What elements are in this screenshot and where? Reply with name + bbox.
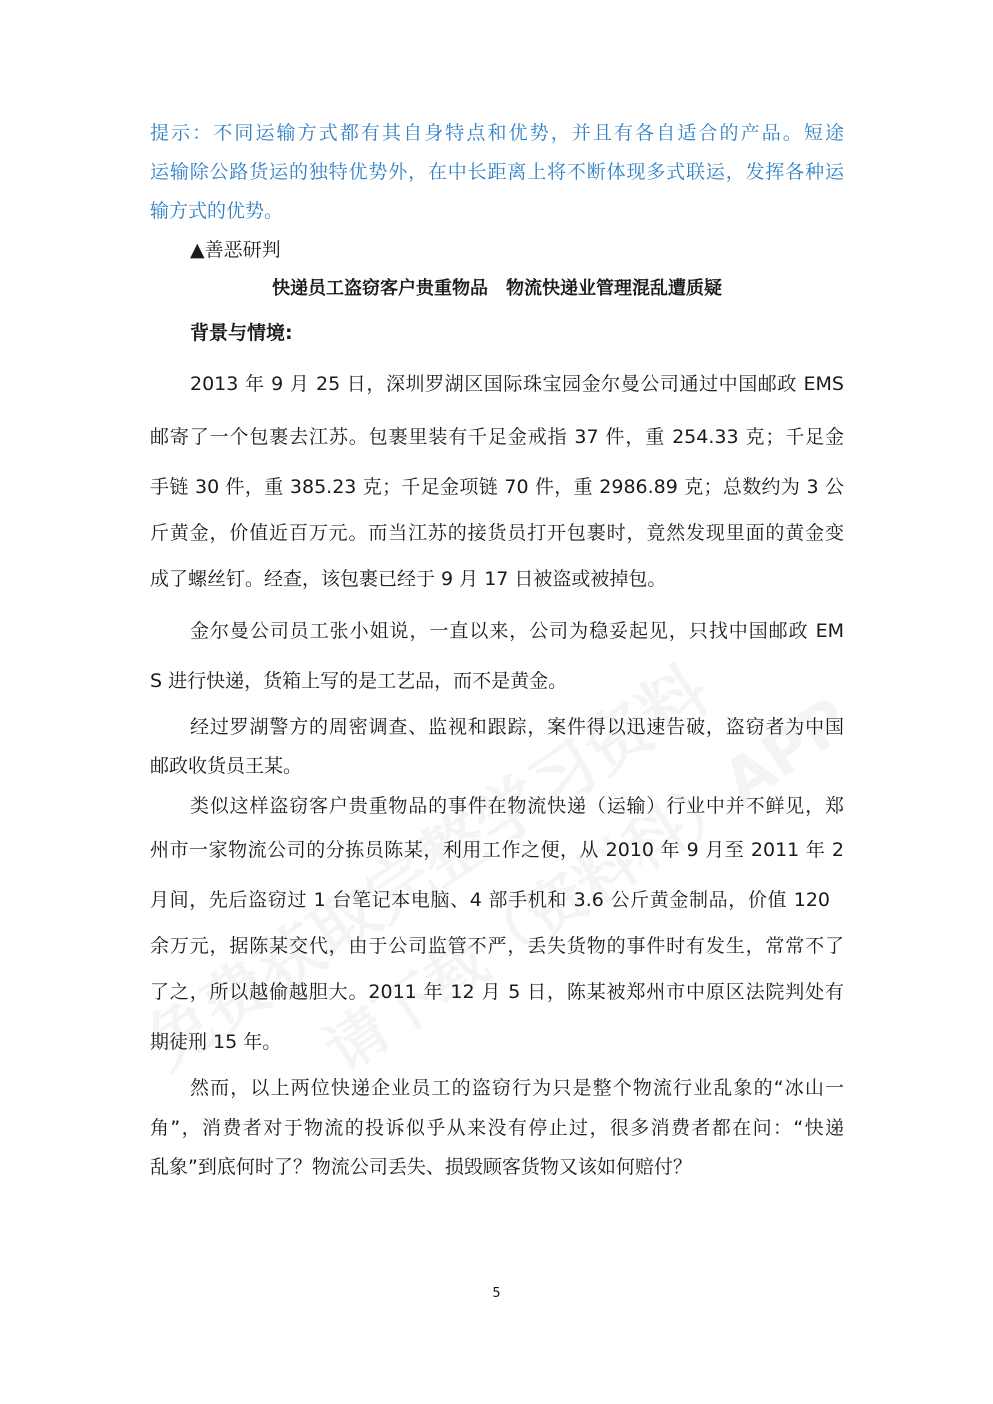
- background-heading: 背景与情境:: [190, 322, 293, 344]
- tip-line: 提示：不同运输方式都有其自身特点和优势，并且有各自适合的产品。短途: [150, 122, 844, 144]
- paragraph-line: 期徒刑 15 年。: [150, 1031, 282, 1053]
- section-label: ▲善恶研判: [190, 239, 281, 261]
- paragraph-line: 手链 30 件，重 385.23 克；千足金项链 70 件，重 2986.89 克；总数约为 3 公: [150, 476, 844, 498]
- paragraph-line: S 进行快递，货箱上写的是工艺品，而不是黄金。: [150, 670, 568, 692]
- paragraph-line: 了之，所以越偷越胆大。2011 年 12 月 5 日，陈某被郑州市中原区法院判处有: [150, 981, 844, 1003]
- page-number: 5: [492, 1286, 501, 1301]
- tip-line: 运输除公路货运的独特优势外，在中长距离上将不断体现多式联运，发挥各种运: [150, 161, 844, 183]
- paragraph-line: 州市一家物流公司的分拣员陈某，利用工作之便，从 2010 年 9 月至 2011 年 2: [150, 839, 844, 861]
- paragraph-line: 然而，以上两位快递企业员工的盗窃行为只是整个物流行业乱象的“冰山一: [190, 1077, 844, 1099]
- paragraph-line: 余万元，据陈某交代，由于公司监管不严，丢失货物的事件时有发生，常常不了: [150, 935, 844, 957]
- paragraph-line: 经过罗湖警方的周密调查、监视和跟踪，案件得以迅速告破，盗窃者为中国: [190, 716, 844, 738]
- paragraph-line: 角”，消费者对于物流的投诉似乎从来没有停止过，很多消费者都在问：“快递: [150, 1117, 844, 1139]
- paragraph-line: 邮政收货员王某。: [150, 755, 303, 777]
- case-title: 快递员工盗窃客户贵重物品 物流快递业管理混乱遭质疑: [272, 278, 722, 299]
- paragraph-line: 乱象”到底何时了？物流公司丢失、损毁顾客货物又该如何赔付？: [150, 1156, 692, 1178]
- paragraph-line: 类似这样盗窃客户贵重物品的事件在物流快递（运输）行业中并不鲜见，郑: [190, 795, 844, 817]
- paragraph-line: 成了螺丝钉。经查，该包裹已经于 9 月 17 日被盗或被掉包。: [150, 568, 667, 590]
- tip-line: 输方式的优势。: [150, 200, 284, 222]
- paragraph-line: 斤黄金，价值近百万元。而当江苏的接货员打开包裹时，竟然发现里面的黄金变: [150, 522, 844, 544]
- paragraph-line: 2013 年 9 月 25 日，深圳罗湖区国际珠宝园金尔曼公司通过中国邮政 EMS: [190, 373, 844, 395]
- paragraph-line: 月间，先后盗窃过 1 台笔记本电脑、4 部手机和 3.6 公斤黄金制品，价值 120: [150, 889, 830, 911]
- paragraph-line: 金尔曼公司员工张小姐说，一直以来，公司为稳妥起见，只找中国邮政 EM: [190, 620, 844, 642]
- paragraph-line: 邮寄了一个包裹去江苏。包裹里装有千足金戒指 37 件，重 254.33 克；千足金: [150, 426, 844, 448]
